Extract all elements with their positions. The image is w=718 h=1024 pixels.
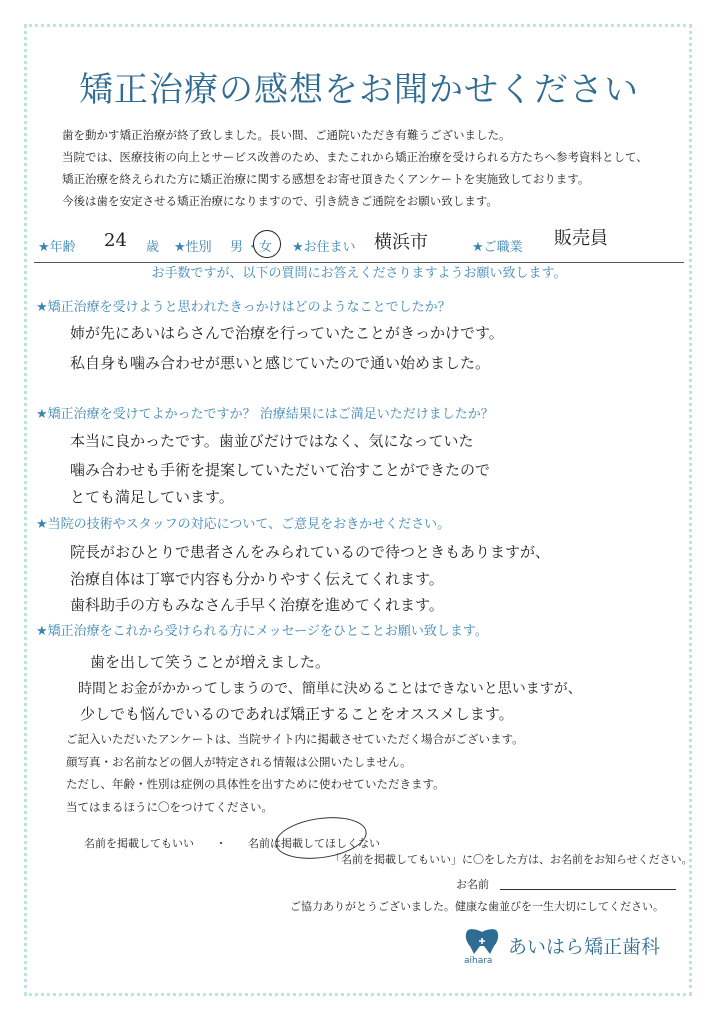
- answer-3-line: 院長がおひとりで患者さんをみられているので待つときもありますが、: [70, 543, 551, 561]
- name-request-text: 「名前を掲載してもいい」に〇をした方は、お名前をお知らせください。: [330, 853, 693, 866]
- request-text: お手数ですが、以下の質問にお答えくださりますようお願い致します。: [151, 266, 567, 281]
- intro-line: 今後は歯を安定させる矯正治療になりますので、引き続きご通院をお願い致します。: [62, 194, 498, 208]
- gender-male: 男: [230, 240, 244, 255]
- answer-2-line: 本当に良かったです。歯並びだけではなく、気になっていた: [70, 432, 474, 450]
- answer-4-line: 時間とお金がかかってしまうので、簡単に決めることはできないと思いますが、: [78, 681, 582, 697]
- question-1: ★矯正治療を受けようと思われたきっかけはどのようなことでしたか？: [36, 300, 451, 315]
- note-line: 顔写真・お名前などの個人が特定される情報は公開いたしません。: [66, 754, 412, 769]
- question-3: ★当院の技術やスタッフの対応について、ご意見をおきかせください。: [36, 517, 451, 532]
- intro-text: [62, 124, 682, 212]
- age-label: ★年齢: [38, 240, 76, 255]
- clinic-name: あいはら矯正歯科: [508, 936, 661, 958]
- answer-2-line: 噛み合わせも手術を提案していただいて治すことができたので: [70, 461, 491, 479]
- clinic-logo-sub: aihara: [464, 956, 493, 966]
- question-2: ★矯正治療を受けてよかったですか？ 治療結果にはご満足いただけましたか？: [36, 407, 494, 422]
- profile-row: [34, 228, 684, 263]
- page-title: 矯正治療の感想をお聞かせください: [79, 70, 639, 110]
- job-value: 販売員: [554, 228, 608, 249]
- answer-3-line: 治療自体は丁寧で内容も分かりやすく伝えてくれます。: [70, 570, 444, 588]
- note-line: 当てはまるほうに〇をつけてください。: [66, 799, 273, 814]
- gender-label: ★性別: [174, 240, 212, 255]
- address-value: 横浜市: [374, 232, 428, 253]
- answer-3-line: 歯科助手の方もみなさん手早く治療を進めてくれます。: [70, 596, 444, 614]
- note-line: ご記入いただいたアンケートは、当院サイト内に掲載させていただく場合がございます。: [66, 732, 524, 746]
- intro-line: 当院では、医療技術の向上とサービス改善のため、またこれから矯正治療を受けられる方たちへ参考資料として、: [62, 150, 648, 164]
- clinic-logo: [462, 926, 684, 968]
- answer-4-line: 歯を出して笑うことが増えました。: [90, 653, 331, 671]
- notes-text: [66, 728, 524, 818]
- gender-selection-circle: [253, 230, 281, 258]
- age-value: 24: [104, 230, 127, 251]
- answer-2-line: とても満足しています。: [70, 488, 234, 506]
- note-line: ただし、年齢・性別は症例の具体性を出すために使わせていただきます。: [66, 777, 445, 791]
- answer-1-line: 姉が先にあいはらさんで治療を行っていたことがきっかけです。: [70, 324, 504, 342]
- intro-line: 歯を動かす矯正治療が終了致しました。長い間、ご通院いただき有難うございました。: [62, 128, 511, 142]
- gender-separator: ・: [246, 240, 260, 255]
- question-4: ★矯正治療をこれから受けられる方にメッセージをひとことお願い致します。: [36, 624, 488, 639]
- choice-deny-name[interactable]: 名前は掲載してほしくない: [248, 837, 380, 850]
- answer-4-line: 少しでも悩んでいるのであれば矯正することをオススメします。: [80, 705, 514, 723]
- name-label: お名前: [456, 878, 489, 891]
- age-unit: 歳: [146, 240, 160, 255]
- choice-separator: ・: [215, 837, 227, 850]
- gender-female: 女: [259, 240, 273, 255]
- intro-line: 矯正治療を終えられた方に矯正治療に関する感想をお寄せ頂きたくアンケートを実施致しております。: [62, 172, 590, 186]
- choice-allow-name[interactable]: 名前を掲載してもいい: [84, 837, 194, 850]
- thanks-text: ご協力ありがとうございました。健康な歯並びを一生大切にしてください。: [290, 900, 664, 913]
- answer-1-line: 私自身も噛み合わせが悪いと感じていたので通い始めました。: [70, 354, 491, 372]
- job-label: ★ご職業: [472, 240, 523, 255]
- name-field[interactable]: [500, 889, 676, 890]
- address-label: ★お住まい: [292, 240, 356, 255]
